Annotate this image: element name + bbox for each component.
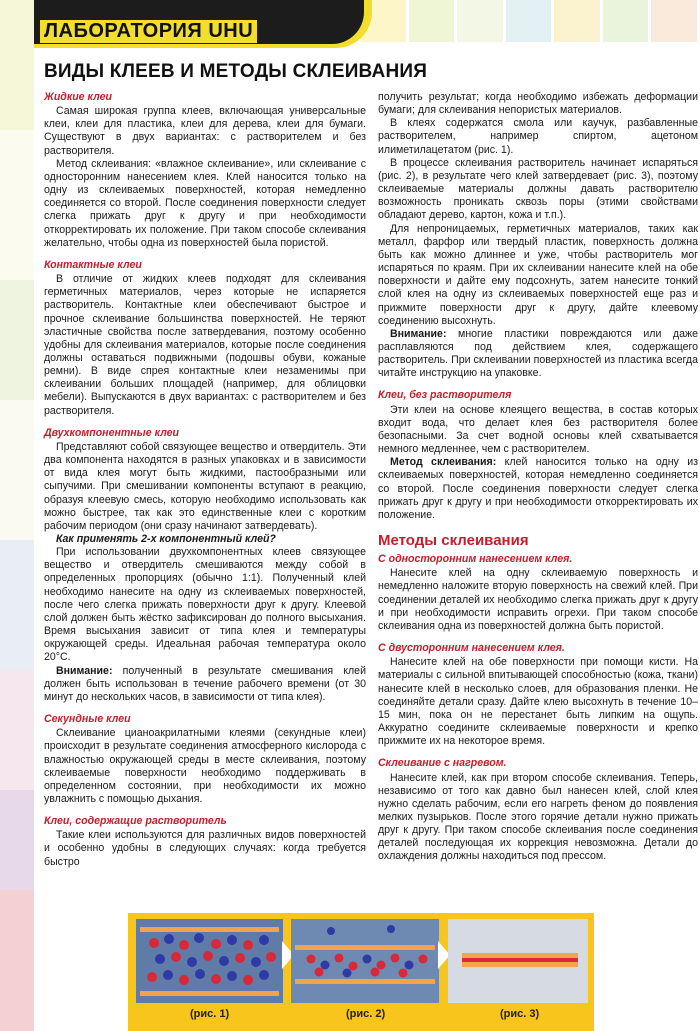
paragraph: получить результат; когда необходимо избежать деформации бумаги; для склеивания непористых материалов. — [378, 91, 698, 117]
left-column — [44, 91, 366, 869]
paragraph: В клеях содержатся смола или каучук, разбавленные растворителем, например спиртом, ацетоном илиметилацетатом (рис. 1). — [378, 117, 698, 156]
heading-solvent-free-glues: Клеи, без растворителя — [378, 389, 512, 402]
heading-two-component-glues: Двухкомпонентные клеи — [44, 426, 180, 439]
paragraph: Нанесите клей на одну склеиваемую поверхность и немедленно наложите вторую поверхность на свежий клей. При соединении деталей их необходимо слегка прижать друг к другу и при необходимости исправить огрехи. При таком способе склеивания одна из поверхностей должна быть пористой. — [378, 567, 698, 632]
swatch — [554, 0, 600, 42]
figure-caption-3: (рис. 3) — [500, 1008, 540, 1020]
subheading-question: Как применять 2-х компонентный клей? — [56, 533, 276, 545]
note-paragraph — [44, 665, 366, 704]
heading-two-side: С двусторонним нанесением клея. — [378, 642, 565, 655]
paragraph: Метод склеивания: «влажное склеивание», или склеивание с односторонним нанесением клея. Клей наносится только на одну из склеиваемых поверхностей, которая немедленно соединяется со второй. После соединения поверхности следует слегка прижать друг к другу и при необходимости откорректировать их положение. При таком способе склеивания желательно, чтобы одна из поверхностей была пористой. — [44, 157, 366, 249]
swatch — [603, 0, 649, 42]
swatch — [506, 0, 552, 42]
heading-instant-glues: Секундные клеи — [44, 713, 131, 726]
paragraph: Эти клеи на основе клеящего вещества, в состав которых входит вода, что делает клея без растворителя более безопасными. За счет водной основы клей схватывается немного медленнее, чем с растворителем. — [378, 403, 698, 456]
note-text: многие пластики повреждаются или даже расплавляются под действием клея, содержащего растворитель. При склеивании поверхностей из пластика всегда читайте инструкцию на упаковке. — [378, 327, 698, 380]
swatch — [651, 0, 697, 42]
note-lead: Внимание: — [56, 664, 113, 677]
paragraph: Представляют собой связующее вещество и отвердитель. Эти два компонента находятся в разных упаковках и в зависимости от вида клея могут быть жидкими, пастообразными или сыпучими. При смешивании компоненты вступают в реакцию, образуя клеевую смесь, которую необходимо использовать как можно быстрее, так как это единственные клеи с коротким рабочим периодом (они сразу начинают затвердевать). — [44, 440, 366, 532]
paragraph: Склеивание цианоакрилатными клеями (секундные клеи) происходит в результате соединения атмосферного кислорода с влажностью окружающей среды в месте склеивания, поэтому склеиваемые поверхности необходимо поддерживать в определенном состоянии, при необходимости их можно увлажнить с помощью дыхания. — [44, 727, 366, 805]
figure-caption-2: (рис. 2) — [346, 1008, 386, 1020]
figure-caption-1: (рис. 1) — [190, 1008, 230, 1020]
swatch — [457, 0, 503, 42]
heading-liquid-glues: Жидкие клеи — [44, 91, 112, 103]
paragraph: Нанесите клей на обе поверхности при помощи кисти. На материалы с сильной впитывающей способностью (кожа, ткани) нанесите клей в несколько слоев, для образования пленки. Не соединяйте детали сразу. Дайте клею высохнуть в течение 10–15 мин, пока он не перестанет быть липким на ощупь. Аккуратно соедините склеиваемые поверхности и крепко прижмите их на некоторое время. — [378, 656, 698, 748]
color-swatch-strip — [360, 0, 700, 42]
note-paragraph — [378, 328, 698, 381]
paragraph: В отличие от жидких клеев подходят для склеивания герметичных материалов, через которые не испаряется растворитель. Контактные клеи обеспечивают быстрое и прочное склеивание большинства поверхностей. Не теряют эластичные свойства после затвердевания, поэтому особенно удобны для склеивания материалов, которые после соединения должны оставаться подвижными (подошвы обуви, кожаные ремни). В виде спрея контактные клеи незаменимы при склеивании больших площадей (например, для облицовки мебели). Выпускаются в двух вариантах: с растворителем и без растворителя. — [44, 273, 366, 417]
paragraph: При использовании двухкомпонентных клеев связующее вещество и отвердитель смешиваются между собой в определенных пропорциях (обычно 1:1). Полученный клей необходимо нанесите на одну из склеиваемых поверхностей, после чего слегка прижать поверхности друг к другу. Клеевой слой должен быть жёстко зафиксирован до полного высыхания. Время высыхания зависит от типа клея и температуры окружающей среды. Идеальная рабочая температура около 20°С. — [44, 546, 366, 664]
heading-one-side: С односторонним нанесением клея. — [378, 553, 573, 566]
method-paragraph — [378, 456, 698, 522]
method-lead: Метод склеивания: — [390, 456, 497, 469]
figure-panel-2 — [291, 919, 439, 1003]
note-lead: Внимание: — [390, 327, 447, 340]
figure-panel-1 — [136, 919, 283, 1003]
paragraph: Для непроницаемых, герметичных материалов, таких как металл, фарфор или твердый пластик, поверхность должна быть как можно длиннее и уже, чтобы растворитель мог испаряться по краям. При их склеивании нанесите клей на обе поверхности и дайте ему подсохнуть, затем нанесите тонкий слой клея на одну из склеиваемых поверхностей еще раз и прижмите поверхности друг к другу, дайте клеевому соединению высохнуть. — [378, 222, 698, 327]
heading-solvent-glues: Клеи, содержащие растворитель — [44, 815, 227, 828]
heading-bonding-methods: Методы склеивания — [378, 532, 529, 549]
right-column — [378, 91, 698, 864]
heading-contact-glues: Контактные клеи — [44, 258, 142, 271]
swatch — [409, 0, 455, 42]
note-text: полученный в результате смешивания клей должен быть использован в течение рабочего времени (от 30 минут до нескольких часов, в зависимости от типа клея). — [44, 664, 366, 703]
section-label: ЛАБОРАТОРИЯ UHU — [40, 20, 257, 43]
figure-panel-3 — [448, 919, 588, 1003]
paragraph: В процессе склеивания растворитель начинает испаряться (рис. 2), в результате чего клей затвердевает (рис. 3), поэтому склеиваемые материалы должны давать растворителю возможность проникать сквозь поры (этими свойствами обладают дерево, картон, кожа и т.п.). — [378, 156, 698, 222]
heading-heat-bonding: Склеивание с нагревом. — [378, 757, 507, 770]
paragraph: Нанесите клей, как при втором способе склеивания. Теперь, независимо от того как давно был нанесен клей, слой клея нужно сделать рабочим, если его нагреть феном до появления мелких пузырьков. После этого горячие детали нужно прижать друг к другу. При таком способе склеивания после соединения деталей последующая их коррекция невозможна. Детали до охлаждения должны находиться под прессом. — [378, 771, 698, 863]
page-title: ВИДЫ КЛЕЕВ И МЕТОДЫ СКЛЕИВАНИЯ — [44, 61, 428, 82]
paragraph: Такие клеи используются для различных видов поверхностей и особенно удобны в следующих случаях: когда требуется быстро — [44, 829, 366, 868]
method-text: клей наносится только на одну из склеиваемых поверхностей, которая немедленно соединяется со второй. После соединения поверхности следует слегка прижать друг к другу и при необходимости откорректировать их положение. — [378, 456, 698, 521]
paragraph: Самая широкая группа клеев, включающая универсальные клеи, клеи для пластика, клеи для дерева, клеи для бумаги. Существуют в двух вариантах: с растворителем и без растворителя. — [44, 105, 366, 157]
molecule-dots — [147, 933, 276, 985]
left-color-strip — [0, 0, 34, 1031]
adhesive-figure — [128, 913, 594, 1031]
